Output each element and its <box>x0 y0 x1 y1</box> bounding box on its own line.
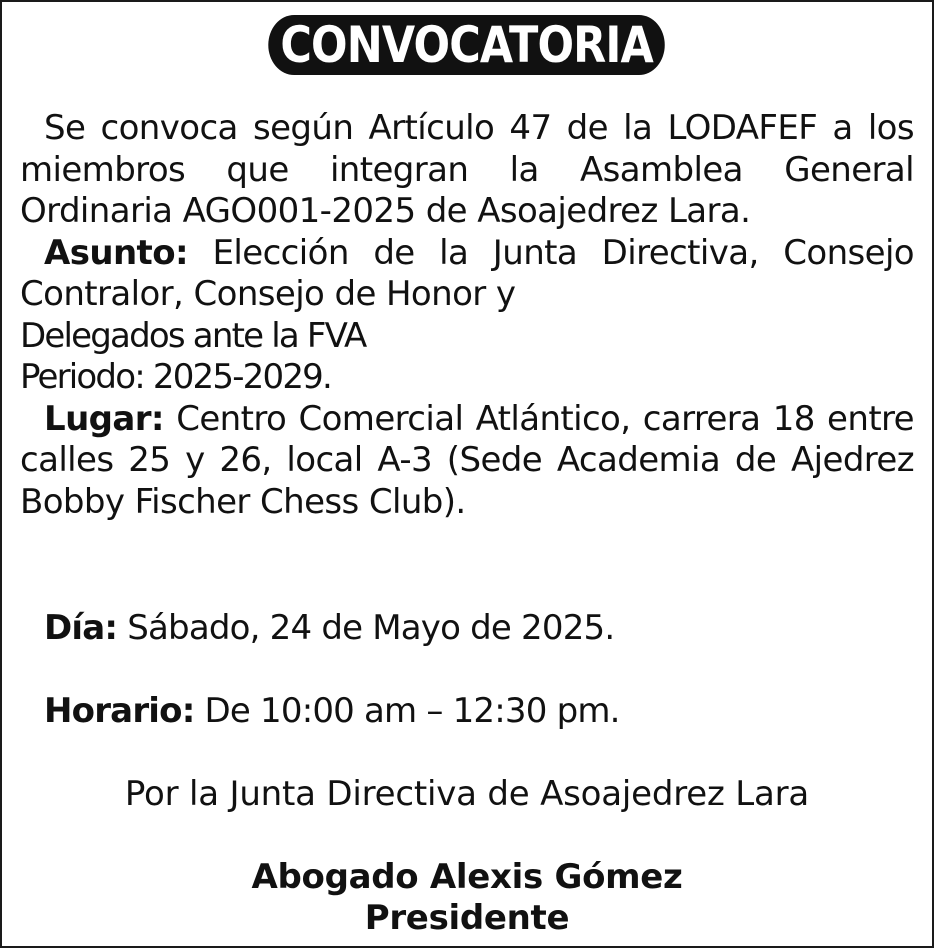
asunto-line-3: Periodo: 2025-2029. <box>20 357 332 397</box>
dia-line <box>44 608 614 648</box>
lugar-paragraph <box>20 399 914 524</box>
asunto-paragraph <box>20 233 914 316</box>
notice-body <box>20 108 914 523</box>
lugar-label: Lugar: <box>44 398 164 439</box>
horario-line <box>44 691 620 731</box>
intro-paragraph: Se convoca según Artículo 47 de la LODAFEF a los miembros que integran la Asamblea General Ordinaria AGO001-2025 de Asoajedrez Lara. <box>20 108 914 231</box>
asunto-label: Asunto: <box>44 232 188 273</box>
signature-role: Presidente <box>364 898 570 938</box>
asunto-text: Elección de la Junta Directiva, Consejo Contralor, Consejo de Honor y <box>20 232 914 314</box>
dia-text: Sábado, 24 de Mayo de 2025. <box>117 608 615 648</box>
title-container <box>2 2 932 74</box>
horario-text: De 10:00 am – 12:30 pm. <box>194 691 620 731</box>
closing-line: Por la Junta Directiva de Asoajedrez Lara <box>124 774 810 814</box>
horario-label: Horario: <box>44 691 195 731</box>
page-title: CONVOCATORIA <box>269 15 666 75</box>
asunto-line-2: Delegados ante la FVA <box>20 315 366 356</box>
signature-name: Abogado Alexis Gómez <box>251 857 683 897</box>
dia-label: Día: <box>44 608 118 648</box>
lugar-text: Centro Comercial Atlántico, carrera 18 entre calles 25 y 26, local A-3 (Sede Academia de Ajedrez Bobby Fischer Chess Club). <box>20 398 914 522</box>
